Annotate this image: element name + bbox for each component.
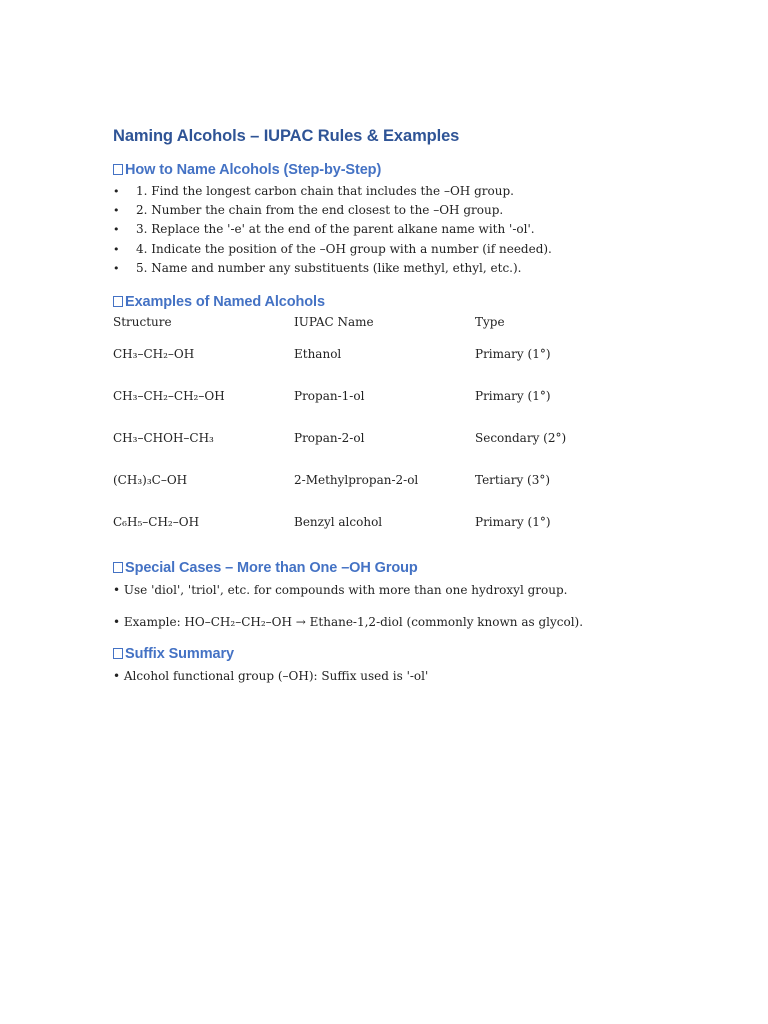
examples-heading-text: Examples of Named Alcohols <box>125 293 325 310</box>
bullet-icon: • <box>113 185 120 198</box>
special-case-line: • Use 'diol', 'triol', etc. for compounds with more than one hydroxyl group. <box>113 582 568 597</box>
cell-iupac-name: Ethanol <box>294 346 342 361</box>
list-item <box>113 220 673 239</box>
table-row <box>113 336 673 378</box>
list-item-text: 4. Indicate the position of the –OH group with a number (if needed). <box>136 241 552 256</box>
cell-structure: (CH₃)₃C–OH <box>113 472 188 487</box>
missing-glyph-icon <box>113 164 123 175</box>
suffix-summary-heading <box>113 644 673 664</box>
list-item <box>113 240 673 259</box>
examples-table <box>113 314 673 546</box>
list-item-text: 3. Replace the '-e' at the end of the parent alkane name with '-ol'. <box>136 222 535 237</box>
column-header-iupac-name: IUPAC Name <box>294 314 374 329</box>
bullet-icon: • <box>113 223 120 237</box>
list-item-text: 5. Name and number any substituents (like methyl, ethyl, etc.). <box>136 260 522 275</box>
cell-type: Primary (1°) <box>475 388 551 403</box>
table-row <box>113 420 673 462</box>
column-header-type: Type <box>475 314 505 329</box>
column-header-structure: Structure <box>113 314 172 329</box>
bullet-icon: • <box>113 204 120 218</box>
list-item <box>113 201 673 220</box>
table-header-row <box>113 314 673 336</box>
list-item <box>113 259 673 278</box>
special-cases-heading <box>113 558 673 578</box>
missing-glyph-icon <box>113 562 123 573</box>
suffix-summary-heading-text: Suffix Summary <box>125 645 234 662</box>
cell-structure: CH₃–CHOH–CH₃ <box>113 430 214 445</box>
cell-structure: CH₃–CH₂–CH₂–OH <box>113 388 225 403</box>
bullet-icon: • <box>113 242 120 256</box>
missing-glyph-icon <box>113 648 123 659</box>
steps-list <box>113 182 673 278</box>
steps-heading <box>113 160 673 180</box>
document-title: Naming Alcohols – IUPAC Rules & Examples <box>113 127 460 145</box>
suffix-summary-line: • Alcohol functional group (–OH): Suffix used is '-ol' <box>113 668 429 683</box>
list-item-text: 2. Number the chain from the end closest to the –OH group. <box>136 203 504 218</box>
cell-iupac-name: Propan-2-ol <box>294 430 365 445</box>
list-item-text: 1. Find the longest carbon chain that includes the –OH group. <box>136 184 514 198</box>
cell-iupac-name: Benzyl alcohol <box>294 514 383 529</box>
cell-structure: C₆H₅–CH₂–OH <box>113 514 200 529</box>
special-case-line: • Example: HO–CH₂–CH₂–OH → Ethane-1,2-diol (commonly known as glycol). <box>113 614 584 629</box>
table-row <box>113 462 673 504</box>
examples-heading <box>113 292 673 312</box>
list-item <box>113 182 673 201</box>
cell-iupac-name: Propan-1-ol <box>294 388 365 403</box>
cell-type: Tertiary (3°) <box>475 472 551 487</box>
bullet-icon: • <box>113 261 120 275</box>
cell-type: Secondary (2°) <box>475 430 567 445</box>
cell-structure: CH₃–CH₂–OH <box>113 346 195 361</box>
special-cases-heading-text: Special Cases – More than One –OH Group <box>125 559 418 576</box>
steps-heading-text: How to Name Alcohols (Step-by-Step) <box>125 162 382 178</box>
table-row <box>113 504 673 546</box>
cell-iupac-name: 2-Methylpropan-2-ol <box>294 472 419 487</box>
missing-glyph-icon <box>113 296 123 307</box>
document-content <box>113 123 673 684</box>
cell-type: Primary (1°) <box>475 346 551 361</box>
table-row <box>113 378 673 420</box>
cell-type: Primary (1°) <box>475 514 551 529</box>
